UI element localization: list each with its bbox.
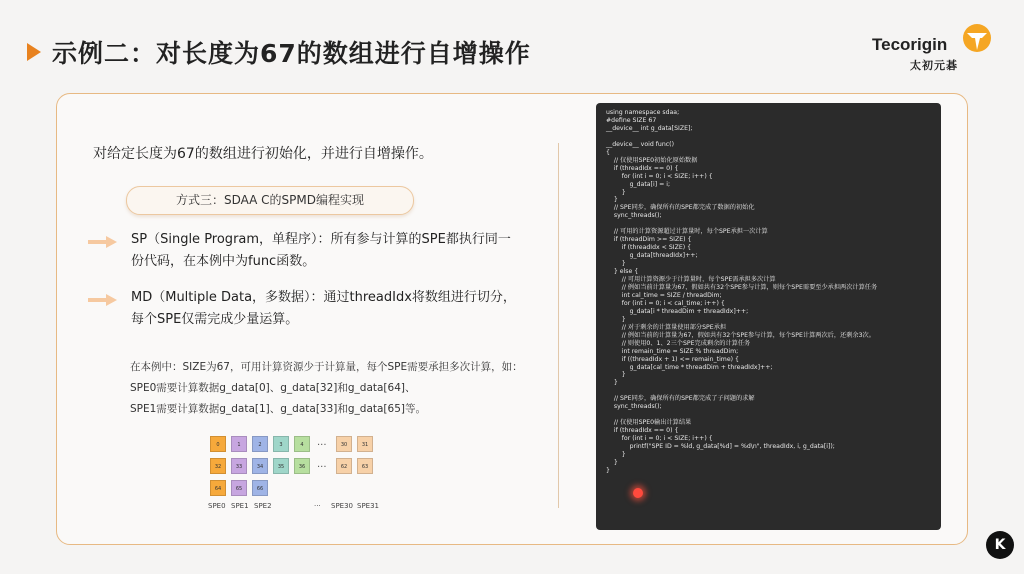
spe-label: SPE31 (357, 502, 379, 510)
spe-label: SPE30 (331, 502, 353, 510)
spe-label: SPE2 (254, 502, 272, 510)
data-cube: 66 (252, 480, 268, 496)
pointer-dot (633, 488, 643, 498)
bullet-sp (131, 229, 511, 273)
data-cube: 2 (252, 436, 268, 452)
data-cube: 31 (357, 436, 373, 452)
data-cube: 0 (210, 436, 226, 452)
data-cube: 64 (210, 480, 226, 496)
logo-brand: Tecorigin (872, 35, 948, 54)
note-line: 在本例中：SIZE为67，可用计算资源少于计算量，每个SPE需要承担多次计算，如： (130, 361, 523, 373)
data-cube: 63 (357, 458, 373, 474)
ellipsis: ··· (317, 440, 327, 451)
data-cube: 1 (231, 436, 247, 452)
bullet-sp-line1: SP（Single Program，单程序）：所有参与计算的SPE都执行同一 (131, 232, 511, 247)
corner-badge[interactable]: K (986, 531, 1014, 559)
logo (872, 33, 992, 73)
spe-label: SPE0 (208, 502, 226, 510)
method-pill: 方式三：SDAA C的SPMD编程实现 (126, 186, 414, 215)
bullet-md-line2: 每个SPE仅需完成少量运算。 (131, 312, 299, 327)
data-cube: 35 (273, 458, 289, 474)
ellipsis: ··· (317, 462, 327, 473)
data-cube: 62 (336, 458, 352, 474)
spe-label: ··· (314, 502, 321, 510)
data-cube: 65 (231, 480, 247, 496)
title-arrow-icon (27, 43, 41, 61)
bullet-md (131, 287, 516, 331)
spe-label: SPE1 (231, 502, 249, 510)
bullet-sp-line2: 份代码，在本例中为func函数。 (131, 254, 316, 269)
note-line: SPE0需要计算数据g_data[0]、g_data[32]和g_data[64]、 (130, 382, 416, 394)
bullet-arrow-icon (88, 293, 118, 307)
code-block: using namespace sdaa; #define SIZE 67 __device__ int g_data[SIZE]; __device__ void func() { // 仅使用SPE0初始化原始数据 if (threadIdx == 0) { for (int i = 0; i < SIZE; i++) { g_data[i] = i; } } // SPE同步，确保所有的SPE都完成了数据的初始化 sync_threads(); // 可用的计算资源超过计算量时，每个SPE承担一次计算 if (threadDim >= SIZE) { if (threadIdx < SIZE) { g_data[threadIdx]++; } } else { // 可用计算资源少于计算量时，每个SPE需承担多次计算 // 例如当前计算量为67，假如共有32个SPE参与计算，则每个SPE需要至少承担两次计算任务 int cal_time = SIZE / threadDim; for (int i = 0; i < cal_time; i++) { g_data[i * threadDim + threadIdx]++; } // 对于剩余的计算量使用部分SPE承担 // 例如当前的计算量为67，假如共有32个SPE参与计算，每个SPE计算两次后，还剩余3次。 // 则使用0、1、2三个SPE完成剩余的计算任务 int remain_time = SIZE % threadDim; if ((threadIdx + 1) <= remain_time) { g_data[cal_time * threadDim + threadIdx]++; } } // SPE同步，确保所有的SPE都完成了子问题的求解 sync_threads(); // 仅使用SPE0输出计算结果 if (threadIdx == 0) { for (int i = 0; i < SIZE; i++) { printf("SPE ID = %ld, g_data[%d] = %d\n", threadIdx, i, g_data[i]); } } } (606, 109, 878, 474)
slide-title: 示例二：对长度为67的数组进行自增操作 (52, 39, 531, 68)
data-cube: 36 (294, 458, 310, 474)
note-line: SPE1需要计算数据g_data[1]、g_data[33]和g_data[65]等。 (130, 403, 426, 415)
example-note (130, 357, 523, 420)
bullet-md-line1: MD（Multiple Data，多数据）：通过threadIdx将数组进行切分， (131, 290, 516, 305)
data-cube: 3 (273, 436, 289, 452)
bullet-arrow-icon (88, 235, 118, 249)
data-cube: 4 (294, 436, 310, 452)
code-panel (596, 103, 941, 530)
data-cube: 32 (210, 458, 226, 474)
data-cube: 33 (231, 458, 247, 474)
data-cube: 34 (252, 458, 268, 474)
logo-mark-icon (960, 21, 994, 55)
data-cube: 30 (336, 436, 352, 452)
divider (558, 143, 559, 508)
logo-subtitle: 太初元碁 (910, 59, 958, 72)
intro-text: 对给定长度为67的数组进行初始化，并进行自增操作。 (93, 146, 433, 162)
